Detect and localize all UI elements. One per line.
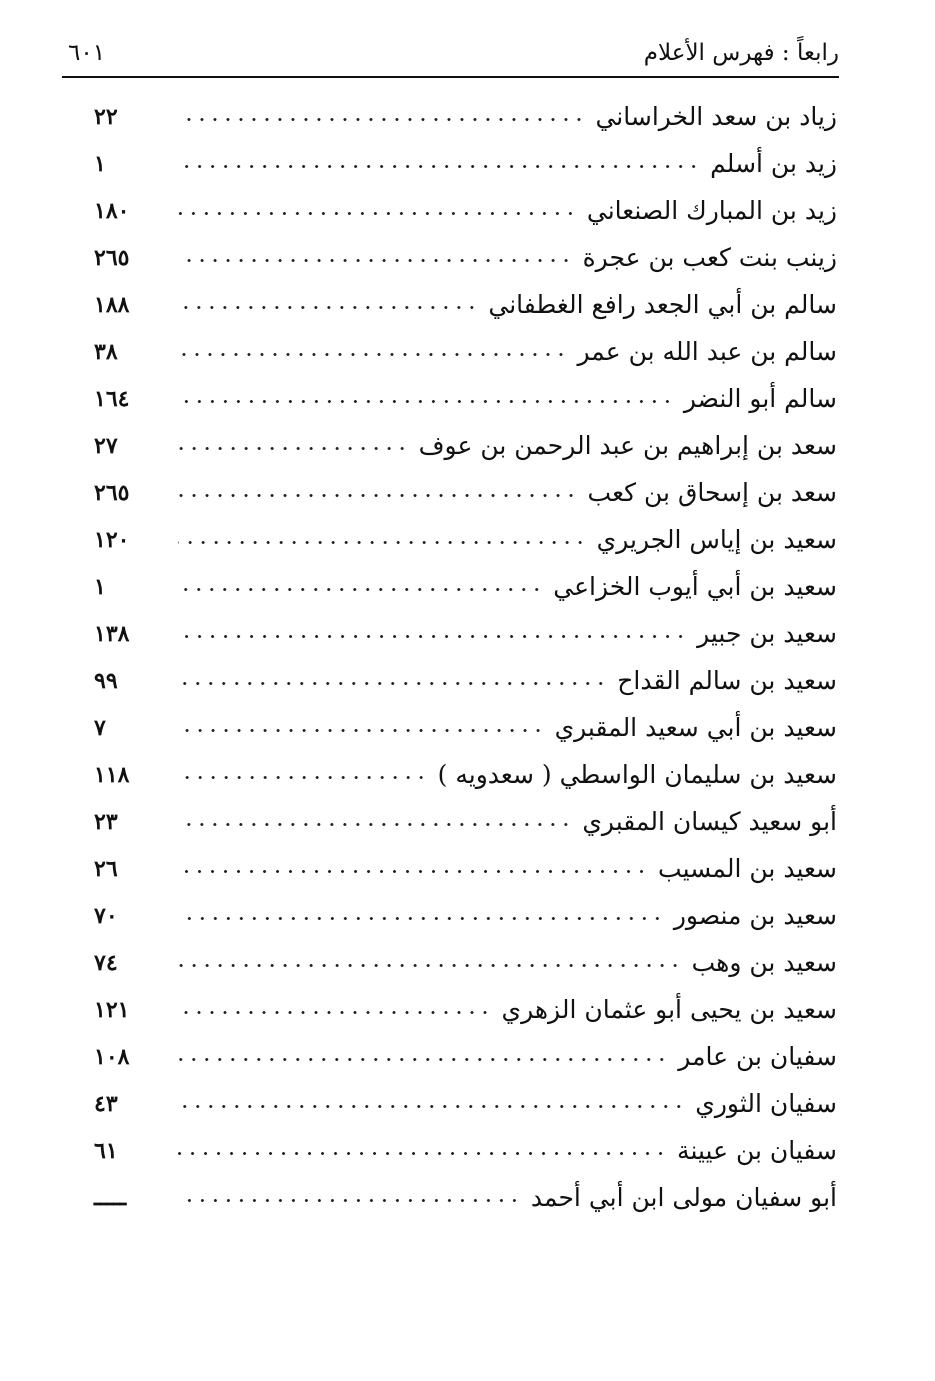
entry-page-number: ٧٤ xyxy=(94,949,118,976)
index-entry xyxy=(90,657,837,704)
entry-page-number: ٧٠ xyxy=(94,902,118,929)
page-title: رابعاً : فهرس الأعلام xyxy=(643,40,839,66)
dot-leader xyxy=(178,259,573,262)
page-number: ٦٠١ xyxy=(68,40,106,66)
index-entry xyxy=(90,422,837,469)
entry-name: زيد بن أسلم xyxy=(710,149,837,178)
entry-page-number: ٢٢ xyxy=(94,103,118,130)
index-entry xyxy=(90,281,837,328)
index-entry xyxy=(90,845,837,892)
entry-page-number: ٢٦٥ xyxy=(94,244,130,271)
dot-leader xyxy=(178,400,674,403)
entry-name: سالم أبو النضر xyxy=(683,384,837,413)
dot-leader xyxy=(178,870,648,873)
entry-name: سعيد بن أبي أيوب الخزاعي xyxy=(553,572,837,601)
index-entry xyxy=(90,986,837,1033)
dot-leader xyxy=(178,118,585,121)
index-entry xyxy=(90,751,837,798)
dot-leader xyxy=(178,635,687,638)
entry-page-number: ١٠٨ xyxy=(94,1043,130,1070)
entry-page-number: ١ xyxy=(94,150,106,177)
index-entry xyxy=(90,1033,837,1080)
index-entry xyxy=(90,375,837,422)
entry-name: سعد بن إسحاق بن كعب xyxy=(587,478,837,507)
entry-page-number: ٧ xyxy=(94,714,106,741)
dot-leader xyxy=(178,1105,685,1108)
entry-page-number: ٩٩ xyxy=(94,667,118,694)
entry-name: سعيد بن سليمان الواسطي ( سعدويه ) xyxy=(437,760,837,789)
index-entry xyxy=(90,892,837,939)
index-entry xyxy=(90,1174,837,1221)
entry-page-number: ـــــ xyxy=(94,1184,127,1211)
index-entry xyxy=(90,328,837,375)
index-entry xyxy=(90,563,837,610)
entry-page-number: ١٦٤ xyxy=(94,385,130,412)
dot-leader xyxy=(178,353,567,356)
entry-page-number: ١ xyxy=(94,573,106,600)
entry-page-number: ٢٦ xyxy=(94,855,118,882)
dot-leader xyxy=(178,588,543,591)
entry-page-number: ١٢١ xyxy=(94,996,130,1023)
entry-name: سعيد بن منصور xyxy=(673,901,837,930)
entry-page-number: ٢٣ xyxy=(94,808,118,835)
entry-page-number: ٣٨ xyxy=(94,338,118,365)
index-entry xyxy=(90,187,837,234)
entry-name: سعيد بن جبير xyxy=(697,619,837,648)
index-entry xyxy=(90,1080,837,1127)
dot-leader xyxy=(178,447,409,450)
entry-name: سالم بن عبد الله بن عمر xyxy=(577,337,837,366)
entry-name: سعيد بن المسيب xyxy=(658,854,837,883)
entry-name: سعيد بن إياس الجريري xyxy=(596,525,837,554)
dot-leader xyxy=(178,1152,667,1155)
dot-leader xyxy=(178,729,545,732)
entry-name: سالم بن أبي الجعد رافع الغطفاني xyxy=(488,290,837,319)
entry-name: زياد بن سعد الخراساني xyxy=(595,102,837,131)
entry-page-number: ٢٦٥ xyxy=(94,479,130,506)
entry-name: سعيد بن وهب xyxy=(691,948,837,977)
dot-leader xyxy=(178,1199,521,1202)
entry-name: سعيد بن يحيى أبو عثمان الزهري xyxy=(501,995,837,1024)
entry-name: سعيد بن أبي سعيد المقبري xyxy=(554,713,837,742)
dot-leader xyxy=(178,1058,668,1061)
entry-page-number: ١٨٠ xyxy=(94,197,130,224)
entry-name: زينب بنت كعب بن عجرة xyxy=(582,243,837,272)
entry-page-number: ٤٣ xyxy=(94,1090,118,1117)
index-entry xyxy=(90,798,837,845)
dot-leader xyxy=(178,682,607,685)
entry-name: سعد بن إبراهيم بن عبد الرحمن بن عوف xyxy=(418,431,837,460)
dot-leader xyxy=(178,541,587,544)
entry-name: سفيان بن عامر xyxy=(678,1042,837,1071)
dot-leader xyxy=(178,964,682,967)
entry-name: سفيان بن عيينة xyxy=(677,1136,837,1165)
entry-page-number: ١٨٨ xyxy=(94,291,130,318)
page-header xyxy=(62,36,839,78)
entry-page-number: ٢٧ xyxy=(94,432,118,459)
dot-leader xyxy=(178,165,700,168)
entry-name: أبو سعيد كيسان المقبري xyxy=(582,807,837,836)
entry-page-number: ١٣٨ xyxy=(94,620,130,647)
index-entry xyxy=(90,93,837,140)
index-entry xyxy=(90,140,837,187)
dot-leader xyxy=(178,917,664,920)
index-entry xyxy=(90,704,837,751)
entry-name: زيد بن المبارك الصنعاني xyxy=(586,196,837,225)
index-entry xyxy=(90,610,837,657)
dot-leader xyxy=(178,212,577,215)
entry-name: سفيان الثوري xyxy=(695,1089,837,1118)
entry-page-number: ١٢٠ xyxy=(94,526,130,553)
dot-leader xyxy=(178,776,428,779)
index-entry xyxy=(90,1127,837,1174)
dot-leader xyxy=(178,823,572,826)
entry-name: سعيد بن سالم القداح xyxy=(617,666,837,695)
index-entry xyxy=(90,469,837,516)
dot-leader xyxy=(178,306,478,309)
entry-page-number: ٦١ xyxy=(94,1137,118,1164)
dot-leader xyxy=(178,494,578,497)
dot-leader xyxy=(178,1011,492,1014)
entry-page-number: ١١٨ xyxy=(94,761,130,788)
entry-name: أبو سفيان مولى ابن أبي أحمد xyxy=(530,1183,837,1212)
index-list xyxy=(90,93,837,1221)
index-entry xyxy=(90,234,837,281)
index-entry xyxy=(90,939,837,986)
index-entry xyxy=(90,516,837,563)
